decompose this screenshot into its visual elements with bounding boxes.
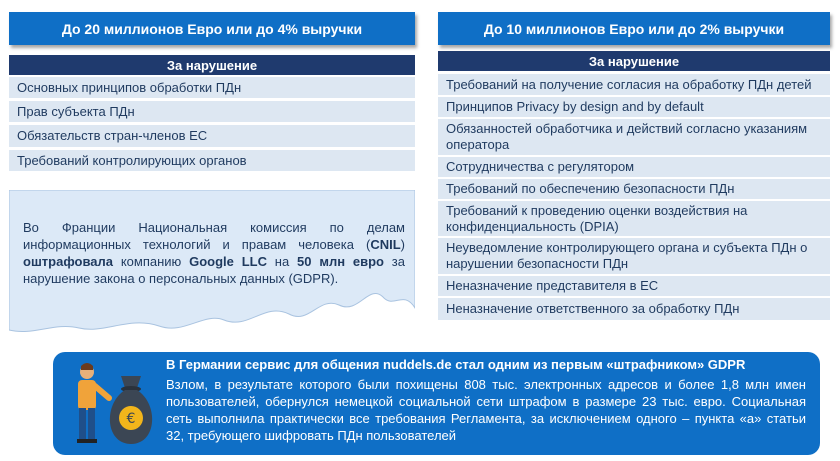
right-fine-header (438, 12, 830, 45)
right-list-item (438, 298, 830, 320)
right-list-item (438, 157, 830, 177)
right-list-item (438, 276, 830, 296)
left-fine-header (9, 12, 415, 45)
right-list-item-label: Неназначение представителя в ЕС (446, 278, 659, 293)
left-list-item-label: Обязательств стран-членов ЕС (17, 128, 208, 143)
note-text-part: Во Франции Национальная комиссия по делам информационных технологий и правам человека ( (23, 220, 405, 252)
right-violation-subheader-label: За нарушение (588, 53, 680, 69)
left-violation-subheader (9, 55, 415, 75)
left-list-item (9, 101, 415, 122)
left-fine-header-label: До 20 миллионов Евро или до 4% выручки (61, 20, 363, 37)
note-text-part: компанию (113, 254, 190, 269)
left-list-item-label: Прав субъекта ПДн (17, 103, 135, 119)
right-list-item (438, 97, 830, 117)
banner-title: В Германии сервис для общения nuddels.de стал одним из первым «штрафником» GDPR (166, 357, 746, 372)
right-list-item (438, 201, 830, 236)
right-list-item (438, 238, 830, 274)
left-violation-subheader-label: За нарушение (166, 57, 258, 73)
money-bag-illustration (65, 358, 161, 450)
right-list-item-label: Обязанностей обработчика и действий согласно указаниям оператора (446, 121, 808, 152)
note-amount: 50 млн евро (297, 254, 384, 269)
right-list-item-label: Требований к проведению оценки воздействия на конфиденциальность (DPIA) (446, 202, 748, 234)
note-company: Google LLC (189, 254, 267, 269)
right-violation-subheader (438, 51, 830, 71)
left-list-item (9, 150, 415, 171)
note-text-part: за нарушение закона о персональных данных (GDPR). (23, 254, 405, 286)
left-list-item-label: Требований контролирующих органов (17, 152, 247, 168)
note-text-part: ) (400, 237, 405, 252)
germany-case-banner (53, 352, 820, 455)
right-list-item-label: Принципов Privacy by design and by default (446, 99, 704, 114)
right-list-item (438, 74, 830, 95)
note-text (23, 219, 405, 287)
left-list-item-label: Основных принципов обработки ПДн (17, 79, 242, 95)
right-list-item-label: Неназначение ответственного за обработку ПДн (446, 301, 740, 316)
right-list-item (438, 179, 830, 199)
left-list-item (9, 125, 415, 147)
note-cnil: CNIL (370, 237, 401, 252)
note-fined: оштрафовала (23, 254, 113, 269)
right-fine-header-label: До 10 миллионов Евро или до 2% выручки (483, 20, 785, 37)
right-list-item-label: Сотрудничества с регулятором (446, 159, 635, 174)
right-list-item-label: Требований на получение согласия на обработку ПДн детей (446, 76, 812, 92)
left-list-item (9, 77, 415, 98)
right-list-item-label: Требований по обеспечению безопасности ПДн (446, 181, 735, 196)
banner-body: Взлом, в результате которого были похищены 808 тыс. электронных адресов и более 1,8 млн имен пользователей, обернулся немецкой социальной сети штрафом в размере 23 тыс. евро. Социальная сеть выполнила практически все требования Регламента, за исключением одного – пункта «а» статьи 32, требующего шифровать ПДн пользователей (166, 377, 806, 443)
note-text-part: на (266, 254, 298, 269)
right-list-item-label: Неуведомление контролирующего органа и субъекта ПДн о нарушении безопасности ПДн (446, 240, 808, 271)
euro-symbol-icon: € (126, 411, 136, 427)
right-list-item (438, 119, 830, 155)
